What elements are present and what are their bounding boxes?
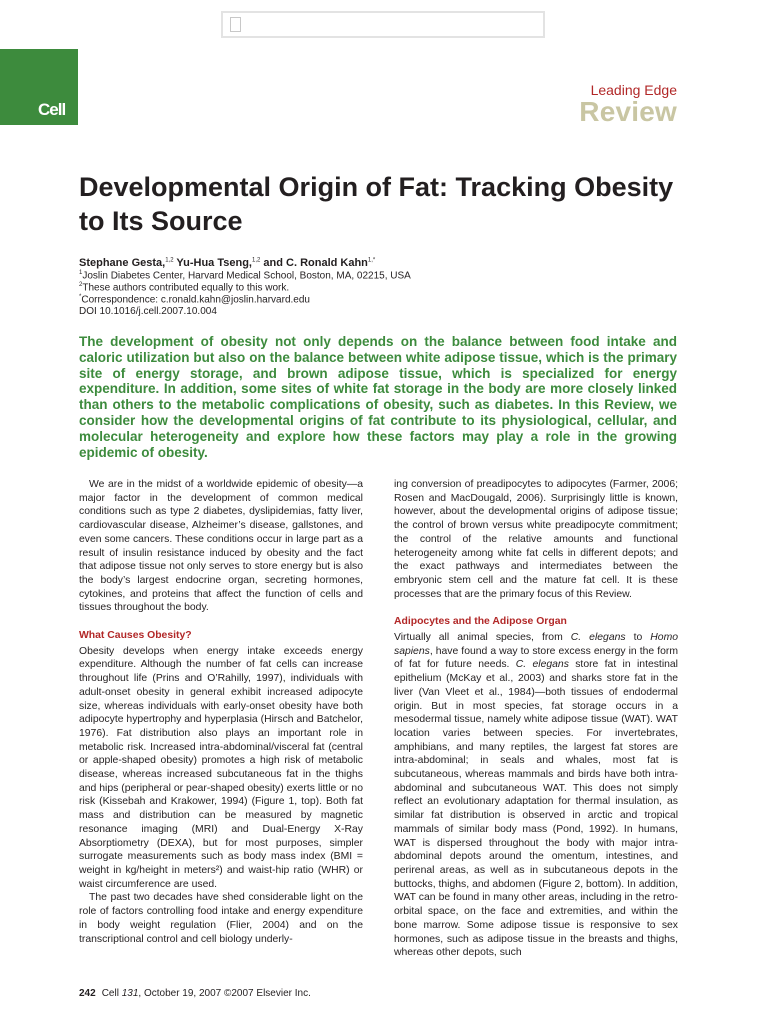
species-name: Homo sapiens	[394, 632, 678, 657]
author-sup: 1,2	[165, 257, 174, 264]
citation-volume: 131	[121, 988, 139, 999]
affiliation-line	[79, 282, 289, 293]
abstract: The development of obesity not only depends on the balance between food intake and caloric utilization but also on the balance between white adipose tissue, which is the primary site of energy storage, and brown adipose tissue, which is specialized for energy expenditure. In addition, some sites of white fat storage in the body are more closely linked than others to the metabolic complications of obesity, such as diabetes. In this Review, we consider how the developmental origins of fat contribute to its physiological, cellular, and molecular heterogeneity and explore how these factors may play a role in the growing epidemic of obesity.	[79, 334, 677, 460]
page-icon	[230, 17, 241, 32]
affiliation-sup: 2	[79, 282, 83, 288]
section-heading-what-causes-obesity: What Causes Obesity?	[79, 630, 192, 642]
text-run: store fat in intestinal epithelium (McKay et al., 2003) and sharks store fat in the liver (Van Vleet et al., 1984)—both tissues of endodermal origin. But in most species, fat storage occurs in a mesodermal tissue, namely white adipose tissue (WAT). WAT location varies between species. For invertebrates, amphibians, and many reptiles, the largest fat stores are intra-abdominal; in seals and whales, most fat is subcutaneous, whereas mammals and birds have both intra-abdominal and subcutaneous WAT. This does not simply reflect an evolutionary adaptation for thermal insulation, as similar fat distribution is observed in arctic and tropical mammals of similar body mass (Pond, 1992). In humans, WAT is dispersed throughout the body with major intra-abdominal depots around the omentum, intestines, and perirenal areas, as well as in subcutaneous depots in the buttocks, thighs, and abdomen (Figure 2, bottom). In addition, WAT can be found in many other areas, including in the retro-orbital space, on the face and extremities, and within the bone marrow. Some adipose tissue is responsive to sex hormones, such as adipose tissue in the breasts and thighs, whereas other depots, such	[394, 659, 678, 959]
affiliation-sup: *	[79, 294, 82, 300]
page-footer	[79, 988, 311, 999]
section-kicker: Leading Edge	[590, 82, 677, 98]
author-sup: 1,*	[367, 257, 376, 264]
intro-paragraph: We are in the midst of a worldwide epidemic of obesity—a major factor in the development of common medical conditions such as type 2 diabetes, dyslipidemias, fatty liver, cardiovascular disease, Alzheimer’s disease, gallstones, and even some cancers. These conditions occur in large part as a result of insulin resistance induced by obesity and the fact that adipose tissue not only serves to store energy but is also the body’s largest endocrine organ, secreting hormones, cytokines, and proteins that affect the function of cells and tissues throughout the body.	[79, 479, 363, 614]
body-paragraph: The past two decades have shed considerable light on the role of factors controlling food intake and energy expenditure in body weight regulation (Flier, 2004) and on the transcriptional control and cell biology underly-	[79, 892, 363, 945]
correspondence-email[interactable]: Correspondence: c.ronald.kahn@joslin.harvard.edu	[81, 294, 310, 306]
text-run: Virtually all animal species, from	[394, 632, 571, 644]
body-column-right	[394, 478, 678, 960]
species-name: C. elegans	[570, 632, 626, 644]
text-run: to	[625, 632, 651, 644]
author-sup: 1,2	[252, 257, 261, 264]
affiliation-line	[79, 270, 411, 281]
author-name: Stephane Gesta,	[79, 257, 166, 269]
doi-line[interactable]: DOI 10.1016/j.cell.2007.10.004	[79, 306, 217, 317]
species-name: C. elegans	[515, 659, 569, 671]
cell-logo-text: Cell	[38, 100, 66, 119]
author-list	[79, 257, 375, 269]
article-title: Developmental Origin of Fat: Tracking Obesity to Its Source	[79, 172, 674, 236]
body-paragraph	[394, 631, 678, 960]
body-paragraph: Obesity develops when energy intake exceeds energy expenditure. Although the number of fat cells can increase throughout life (Prins and O’Rahilly, 1997), individuals with adult-onset obesity in general exhibit increased adipocyte size, whereas individuals with early-onset obesity have both adipocyte hypertrophy and hyperplasia (Hirsch and Batchelor, 1976). Fat distribution also plays an important role in metabolic risk. Increased intra-abdominal/visceral fat (central or apple-shaped obesity) promotes a high risk of metabolic disease, whereas increased subcutaneous fat in the thighs and hips (peripheral or pear-shaped obesity) exerts little or no risk (Kissebah and Krakower, 1994) (Figure 1, top). Both fat mass and distribution can be measured by magnetic resonance imaging (MRI) and Dual-Energy X-Ray Absorptiometry (DEXA), but for most purposes, simpler surrogate measurements such as body mass index (BMI = weight in kg/height in meters²) and waist-hip ratio (WHR) or waist circumference are used.	[79, 645, 363, 890]
author-name: Yu-Hua Tseng,	[173, 257, 252, 269]
correspondence-line	[79, 294, 310, 305]
affiliation-text: Joslin Diabetes Center, Harvard Medical School, Boston, MA, 02215, USA	[82, 270, 411, 282]
author-name: and C. Ronald Kahn	[260, 257, 368, 269]
body-paragraph: ing conversion of preadipocytes to adipocytes (Farmer, 2006; Rosen and MacDougald, 2006). Surprisingly little is known, however, about the developmental origins of adipose tissue; the control of brown versus white preadipocyte commitment; the control of the relative amounts and functional heterogeneity among white fat cells in different depots; and the exact pathways and intermediates between the embryonic stem cell and the mature fat cell. It is these processes that are the primary focus of this Review.	[394, 479, 678, 600]
cell-journal-logo	[0, 49, 78, 125]
body-column-left	[79, 478, 363, 946]
page-number: 242	[79, 988, 96, 999]
section-name: Review	[579, 96, 677, 127]
citation-rest: , October 19, 2007 ©2007 Elsevier Inc.	[138, 988, 311, 999]
citation-journal: Cell	[101, 988, 122, 999]
affiliation-sup: 1	[79, 270, 83, 276]
text-run: , have found a way to store excess energy in the form of fat for future needs.	[394, 645, 678, 671]
affiliation-text: These authors contributed equally to this work.	[82, 282, 290, 294]
section-heading-adipocytes: Adipocytes and the Adipose Organ	[394, 616, 567, 628]
viewer-toolbar-box	[221, 11, 545, 38]
